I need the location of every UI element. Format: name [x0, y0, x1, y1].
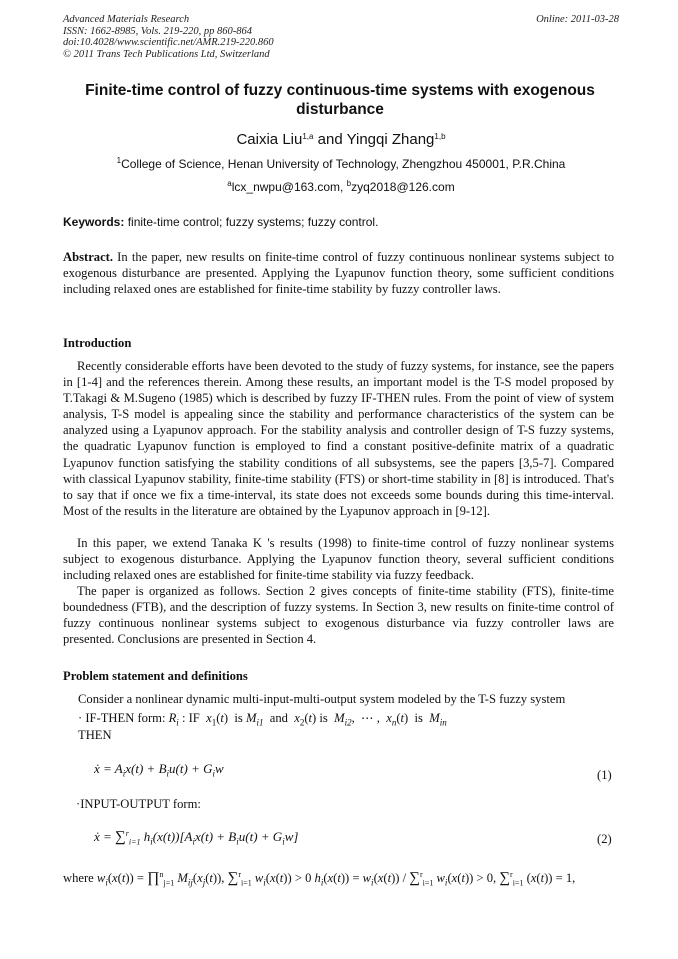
- journal-doi: doi:10.4028/www.scientific.net/AMR.219-220.860: [63, 37, 274, 48]
- journal-issn: ISSN: 1662-8985, Vols. 219-220, pp 860-864: [63, 25, 252, 37]
- equation-2-number: (2): [597, 832, 612, 846]
- author-2: Yingqi Zhang: [346, 131, 435, 148]
- author-line: [63, 131, 619, 148]
- abstract-label: Abstract.: [63, 250, 114, 264]
- ifthen-prefix: · IF-THEN form:: [78, 711, 169, 725]
- author-1: Caixia Liu: [236, 131, 303, 148]
- paper-title: Finite-time control of fuzzy continuous-time systems with exogenous disturbance: [85, 82, 595, 118]
- keywords-label: Keywords:: [63, 215, 125, 229]
- equation-1-number: (1): [597, 768, 612, 782]
- rule-symbol: R: [168, 711, 177, 725]
- email-b[interactable]: zyq2018@126.com: [351, 180, 455, 194]
- intro-paragraph-3: The paper is organized as follows. Section 2 gives concepts of finite-time stability (FTS), finite-time boundedness (FTB), and the description of fuzzy systems. In Section 3, new results on finite-time control of fuzzy continuous nonlinear systems subject to exogenous disturbance via fuzzy controller laws are presented. Conclusions are presented in Section 4.: [63, 584, 614, 647]
- intro-paragraph-1: Recently considerable efforts have been devoted to the study of fuzzy systems, for instance, see the papers in [1-4] and the references therein. Among these results, an important model is the T-S model proposed by T.Takagi & M.Sugeno (1985) which is described by fuzzy IF-THEN rules. From the point of view of system analysis, T-S model is appealing since the stability and performance characteristics of the system can be analyzed using a Lyapunov approach. For the stability analysis and controller design of T-S fuzzy systems, the quadratic Lyapunov function is employed to find a constant positive-definite matrix of a quadratic Lyapunov function satisfying the stability conditions of all subsystems, see the papers [3,5-7]. Compared with classical Lyapunov stability, finite-time stability (FTS) or short-time stability in [8] is introduced. That's to say that if once we fix a time-interval, its state does not exceeds some bounds during this time-interval. Most of the results in the literature are obtained by the Lyapunov approach in [9-12].: [63, 359, 614, 518]
- keywords: [63, 215, 619, 229]
- equation-1: ẋ = $A_ix(t) + B_iu(t) + G_iw$: [94, 761, 224, 779]
- email-a[interactable]: lcx_nwpu@163.com,: [231, 180, 347, 194]
- where-clause: where $w_i(x(t))$ = ∏$^n_{j=1}$ $M_{ij}(x_j(t))$, ∑$^r_{i=1}$ $w_i(x(t)) > 0$ $h_i(x(t)) = w_i(x(t)) / \sum^r_{i=1}$ $w_i(x(t)) > 0$, ∑$^r_{i=1}$ (x(t)) = 1,: [63, 870, 576, 888]
- journal-name: Advanced Materials Research: [63, 14, 190, 25]
- then-keyword: THEN: [78, 728, 112, 742]
- author-1-sup: 1,a: [302, 132, 314, 141]
- section-heading-problem: Problem statement and definitions: [63, 669, 248, 683]
- where-word: where: [63, 871, 94, 885]
- problem-paragraph-1: Consider a nonlinear dynamic multi-input-multi-output system modeled by the T-S fuzzy system: [78, 692, 566, 706]
- intro-paragraph-2: In this paper, we extend Tanaka K 's results (1998) to finite-time control of fuzzy nonlinear systems subject to exogenous disturbance. Applying the Lyapunov function theory, several sufficient conditions including relaxed ones are established for finite-time stability via fuzzy feedback.: [63, 536, 614, 583]
- abstract: [63, 249, 614, 297]
- author-2-sup: 1,b: [434, 132, 446, 141]
- abstract-text: In the paper, new results on finite-time control of fuzzy continuous nonlinear systems subject to exogenous disturbance are presented. Applying the Lyapunov function theory, some sufficient conditions including relaxed ones are established for finite-time stability by fuzzy controller laws.: [63, 250, 614, 297]
- email-a-sup: a: [227, 179, 232, 188]
- io-form-label: ·INPUT-OUTPUT form:: [76, 797, 201, 811]
- keywords-text: finite-time control; fuzzy systems; fuzzy control.: [124, 215, 379, 229]
- journal-header: [63, 14, 619, 60]
- author-conjunction: and: [313, 131, 347, 148]
- online-date: Online: 2011-03-28: [536, 14, 619, 25]
- ifthen-rule-line: · IF-THEN form: $R_i$ : IF $x_1(t)$ is $M_{i1}$ and $x_2(t)$ is $M_{i2}$, ⋯ , $x_n(t)$ is $M_{in}$: [78, 711, 447, 728]
- affiliation-sup: 1: [116, 156, 122, 165]
- section-heading-introduction: Introduction: [63, 336, 132, 350]
- equation-2: ẋ = ∑$^r_{i=1}$ $h_i(x(t))[A_ix(t) + B_iu(t) + G_iw]$: [94, 829, 299, 847]
- affiliation-text: College of Science, Henan University of Technology, Zhengzhou 450001, P.R.China: [121, 157, 566, 171]
- journal-copyright: © 2011 Trans Tech Publications Ltd, Switzerland: [63, 48, 270, 60]
- author-emails: [63, 180, 619, 194]
- email-b-sup: b: [346, 179, 352, 188]
- affiliation: [63, 157, 619, 171]
